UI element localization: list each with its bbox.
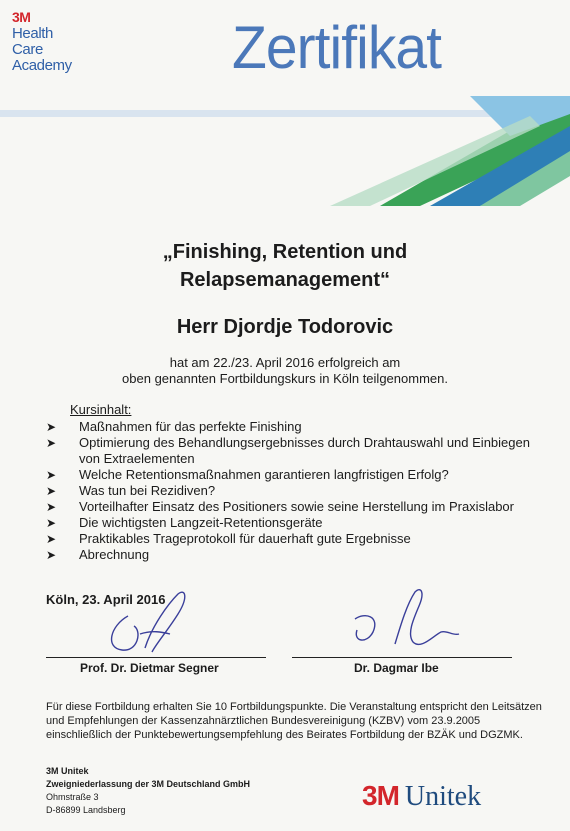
unitek-logo-word: Unitek (404, 781, 482, 812)
unitek-logo-brand: 3M (362, 780, 399, 811)
list-item-text: Optimierung des Behandlungsergebnisses durch Drahtauswahl und Einbiegen von Extraelementen (79, 435, 530, 466)
footer-street: Ohmstraße 3 (46, 792, 99, 802)
certificate-title: Zertifikat (232, 14, 442, 81)
arrowhead-bullet-icon: ➤ (46, 468, 57, 482)
arrowhead-bullet-icon: ➤ (46, 500, 57, 514)
list-item (46, 467, 536, 483)
participant-name: Herr Djordje Todorovic (176, 316, 394, 338)
course-contents-label: Kursinhalt: (70, 402, 132, 417)
list-item (46, 435, 536, 467)
list-item-text: Welche Retentionsmaßnahmen garantieren langfristigen Erfolg? (79, 467, 449, 482)
arrowhead-bullet-icon: ➤ (46, 420, 57, 434)
arrowhead-bullet-icon: ➤ (46, 548, 57, 562)
list-item (46, 483, 536, 499)
arrowhead-bullet-icon: ➤ (46, 436, 57, 450)
points-notice: Für diese Fortbildung erhalten Sie 10 Fortbildungspunkte. Die Veranstaltung entspricht den Leitsätzen und Empfehlungen der Kassenzahnärztlichen Bundesvereinigung (KZBV) vom 23.9.2005 einschließlich der Punktebewertungsempfehlung des Beirates Fortbildung der BZÄK und DGZMK. (46, 701, 542, 741)
list-item (46, 515, 536, 531)
list-item (46, 499, 536, 515)
signatory-left: Prof. Dr. Dietmar Segner (80, 661, 219, 675)
course-title-line-1: „Finishing, Retention und (162, 241, 408, 263)
signature-line-left (46, 657, 266, 658)
course-contents-list (46, 419, 536, 563)
academy-line-2: Care (12, 41, 43, 58)
list-item-text: Abrechnung (79, 547, 150, 562)
signature-right (335, 584, 465, 654)
arrowhead-bullet-icon: ➤ (46, 516, 57, 530)
list-item-text: Die wichtigsten Langzeit-Retentionsgeräte (79, 515, 323, 530)
brand-3m-logo: 3M (12, 9, 31, 25)
list-item-text: Was tun bei Rezidiven? (79, 483, 216, 498)
footer-company: 3M Unitek (46, 766, 89, 776)
academy-line-3: Academy (12, 57, 72, 74)
signature-line-right (292, 657, 512, 658)
arrowhead-bullet-icon: ➤ (46, 484, 57, 498)
list-item-text: Praktikables Trageprotokoll für dauerhaft gute Ergebnisse (79, 531, 411, 546)
swoosh-band (0, 110, 570, 117)
list-item (46, 531, 536, 547)
course-title (0, 238, 570, 294)
list-item-text: Vorteilhafter Einsatz des Positioners sowie seine Herstellung im Praxislabor (79, 499, 514, 514)
footer-city: D-86899 Landsberg (46, 805, 126, 815)
list-item (46, 419, 536, 435)
list-item (46, 547, 536, 563)
signature-stroke (112, 592, 185, 652)
signature-stroke (355, 590, 459, 645)
decorative-swoosh (0, 96, 570, 206)
description-line-2: oben genannten Fortbildungskurs in Köln teilgenommen. (122, 371, 448, 386)
description-line-1: hat am 22./23. April 2016 erfolgreich am (169, 355, 401, 370)
footer-branch: Zweigniederlassung der 3M Deutschland GmbH (46, 779, 251, 789)
place-date: Köln, 23. April 2016 (46, 592, 166, 607)
signature-left (90, 586, 200, 656)
arrowhead-bullet-icon: ➤ (46, 532, 57, 546)
list-item-text: Maßnahmen für das perfekte Finishing (79, 419, 302, 434)
course-title-line-2: Relapsemanagement“ (179, 269, 391, 291)
unitek-logo (362, 780, 481, 813)
signatory-right: Dr. Dagmar Ibe (354, 661, 439, 675)
academy-line-1: Health (12, 25, 53, 42)
